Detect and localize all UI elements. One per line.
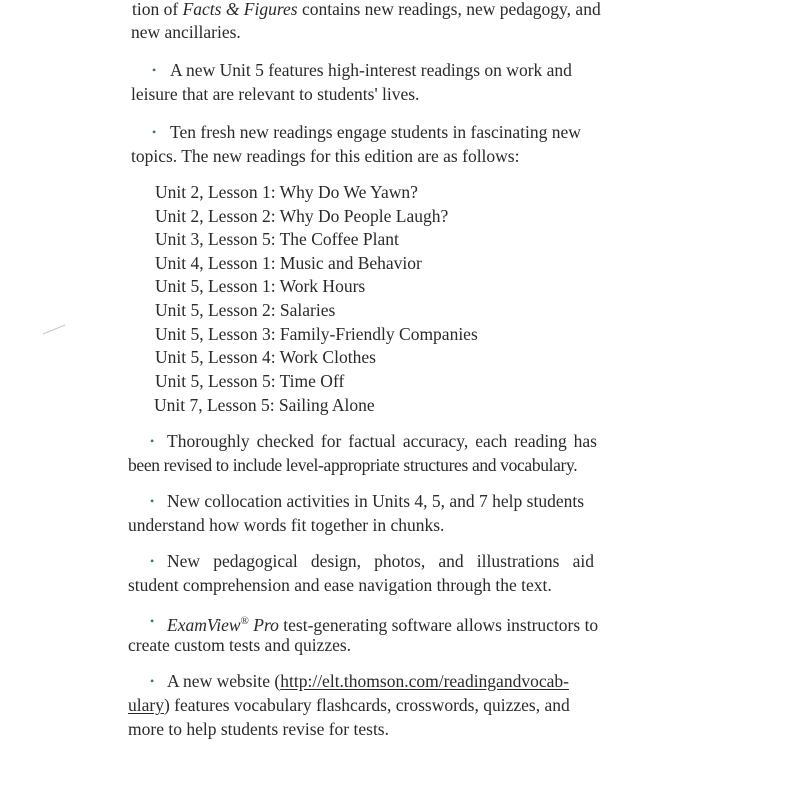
bullet-icon: • [150, 494, 155, 508]
website-link[interactable]: http://elt.thomson.com/readingandvocab- [280, 671, 569, 691]
bullet-website-line-3: more to help students revise for tests. [128, 719, 389, 739]
lesson-item: Unit 5, Lesson 5: Time Off [155, 371, 345, 391]
bullet-website-line-1 [167, 670, 569, 693]
bullet-unit5-line-1: A new Unit 5 features high-interest readings on work and [170, 60, 572, 80]
bullet-icon: • [152, 63, 157, 77]
bullet-website-line-2 [128, 694, 570, 717]
bullet-icon: • [150, 554, 155, 568]
software-name-suffix: Pro [248, 614, 279, 635]
bullet-collocation-line-2: understand how words fit together in chunks. [128, 515, 445, 535]
website-link-continued[interactable]: ulary [128, 695, 164, 715]
bullet-unit5-line-2: leisure that are relevant to students' lives. [131, 84, 420, 104]
intro-line-2: new ancillaries. [131, 22, 241, 42]
lesson-item: Unit 5, Lesson 3: Family-Friendly Companies [155, 324, 478, 344]
bullet-icon: • [150, 614, 155, 628]
lesson-item: Unit 2, Lesson 2: Why Do People Laugh? [155, 206, 449, 226]
lesson-item: Unit 7, Lesson 5: Sailing Alone [154, 395, 375, 415]
registered-mark: ® [240, 615, 249, 627]
lesson-item: Unit 2, Lesson 1: Why Do We Yawn? [155, 182, 418, 202]
bullet-design-line-1: New pedagogical design, photos, and illustrations aid [167, 551, 594, 571]
bullet-icon: • [152, 125, 157, 139]
bullet-icon: • [150, 674, 155, 688]
lesson-item: Unit 5, Lesson 2: Salaries [155, 300, 336, 320]
intro-line-1-suffix: contains new readings, new pedagogy, and [297, 0, 601, 19]
bullet-examview-line-1 [167, 610, 598, 637]
bullet-icon: • [150, 434, 155, 448]
book-title: Facts & Figures [182, 0, 298, 19]
intro-line-1 [132, 0, 601, 21]
lesson-item: Unit 5, Lesson 4: Work Clothes [155, 347, 376, 367]
website-line-2-suffix: ) features vocabulary flashcards, crosswords, quizzes, and [163, 695, 570, 715]
bullet-accuracy-line-2: been revised to include level-appropriate structures and vocabulary. [128, 455, 578, 475]
bullet-design-line-2: student comprehension and ease navigation through the text. [128, 575, 552, 595]
website-line-1-prefix: A new website ( [167, 671, 281, 691]
bullet-readings-line-1: Ten fresh new readings engage students in fascinating new [170, 122, 581, 142]
examview-line-1-suffix: test-generating software allows instructors to [278, 614, 599, 635]
bullet-accuracy-line-1: Thoroughly checked for factual accuracy, each reading has [167, 431, 597, 451]
bullet-examview-line-2: create custom tests and quizzes. [128, 635, 352, 655]
lesson-item: Unit 4, Lesson 1: Music and Behavior [155, 253, 422, 273]
intro-line-1-prefix: tion of [132, 0, 183, 19]
bullet-collocation-line-1: New collocation activities in Units 4, 5, and 7 help students [167, 491, 585, 511]
bullet-readings-line-2: topics. The new readings for this edition are as follows: [131, 146, 520, 166]
scan-mark [43, 325, 66, 335]
lesson-item: Unit 5, Lesson 1: Work Hours [155, 276, 366, 296]
software-name: ExamView [167, 614, 241, 635]
lesson-item: Unit 3, Lesson 5: The Coffee Plant [155, 229, 399, 249]
